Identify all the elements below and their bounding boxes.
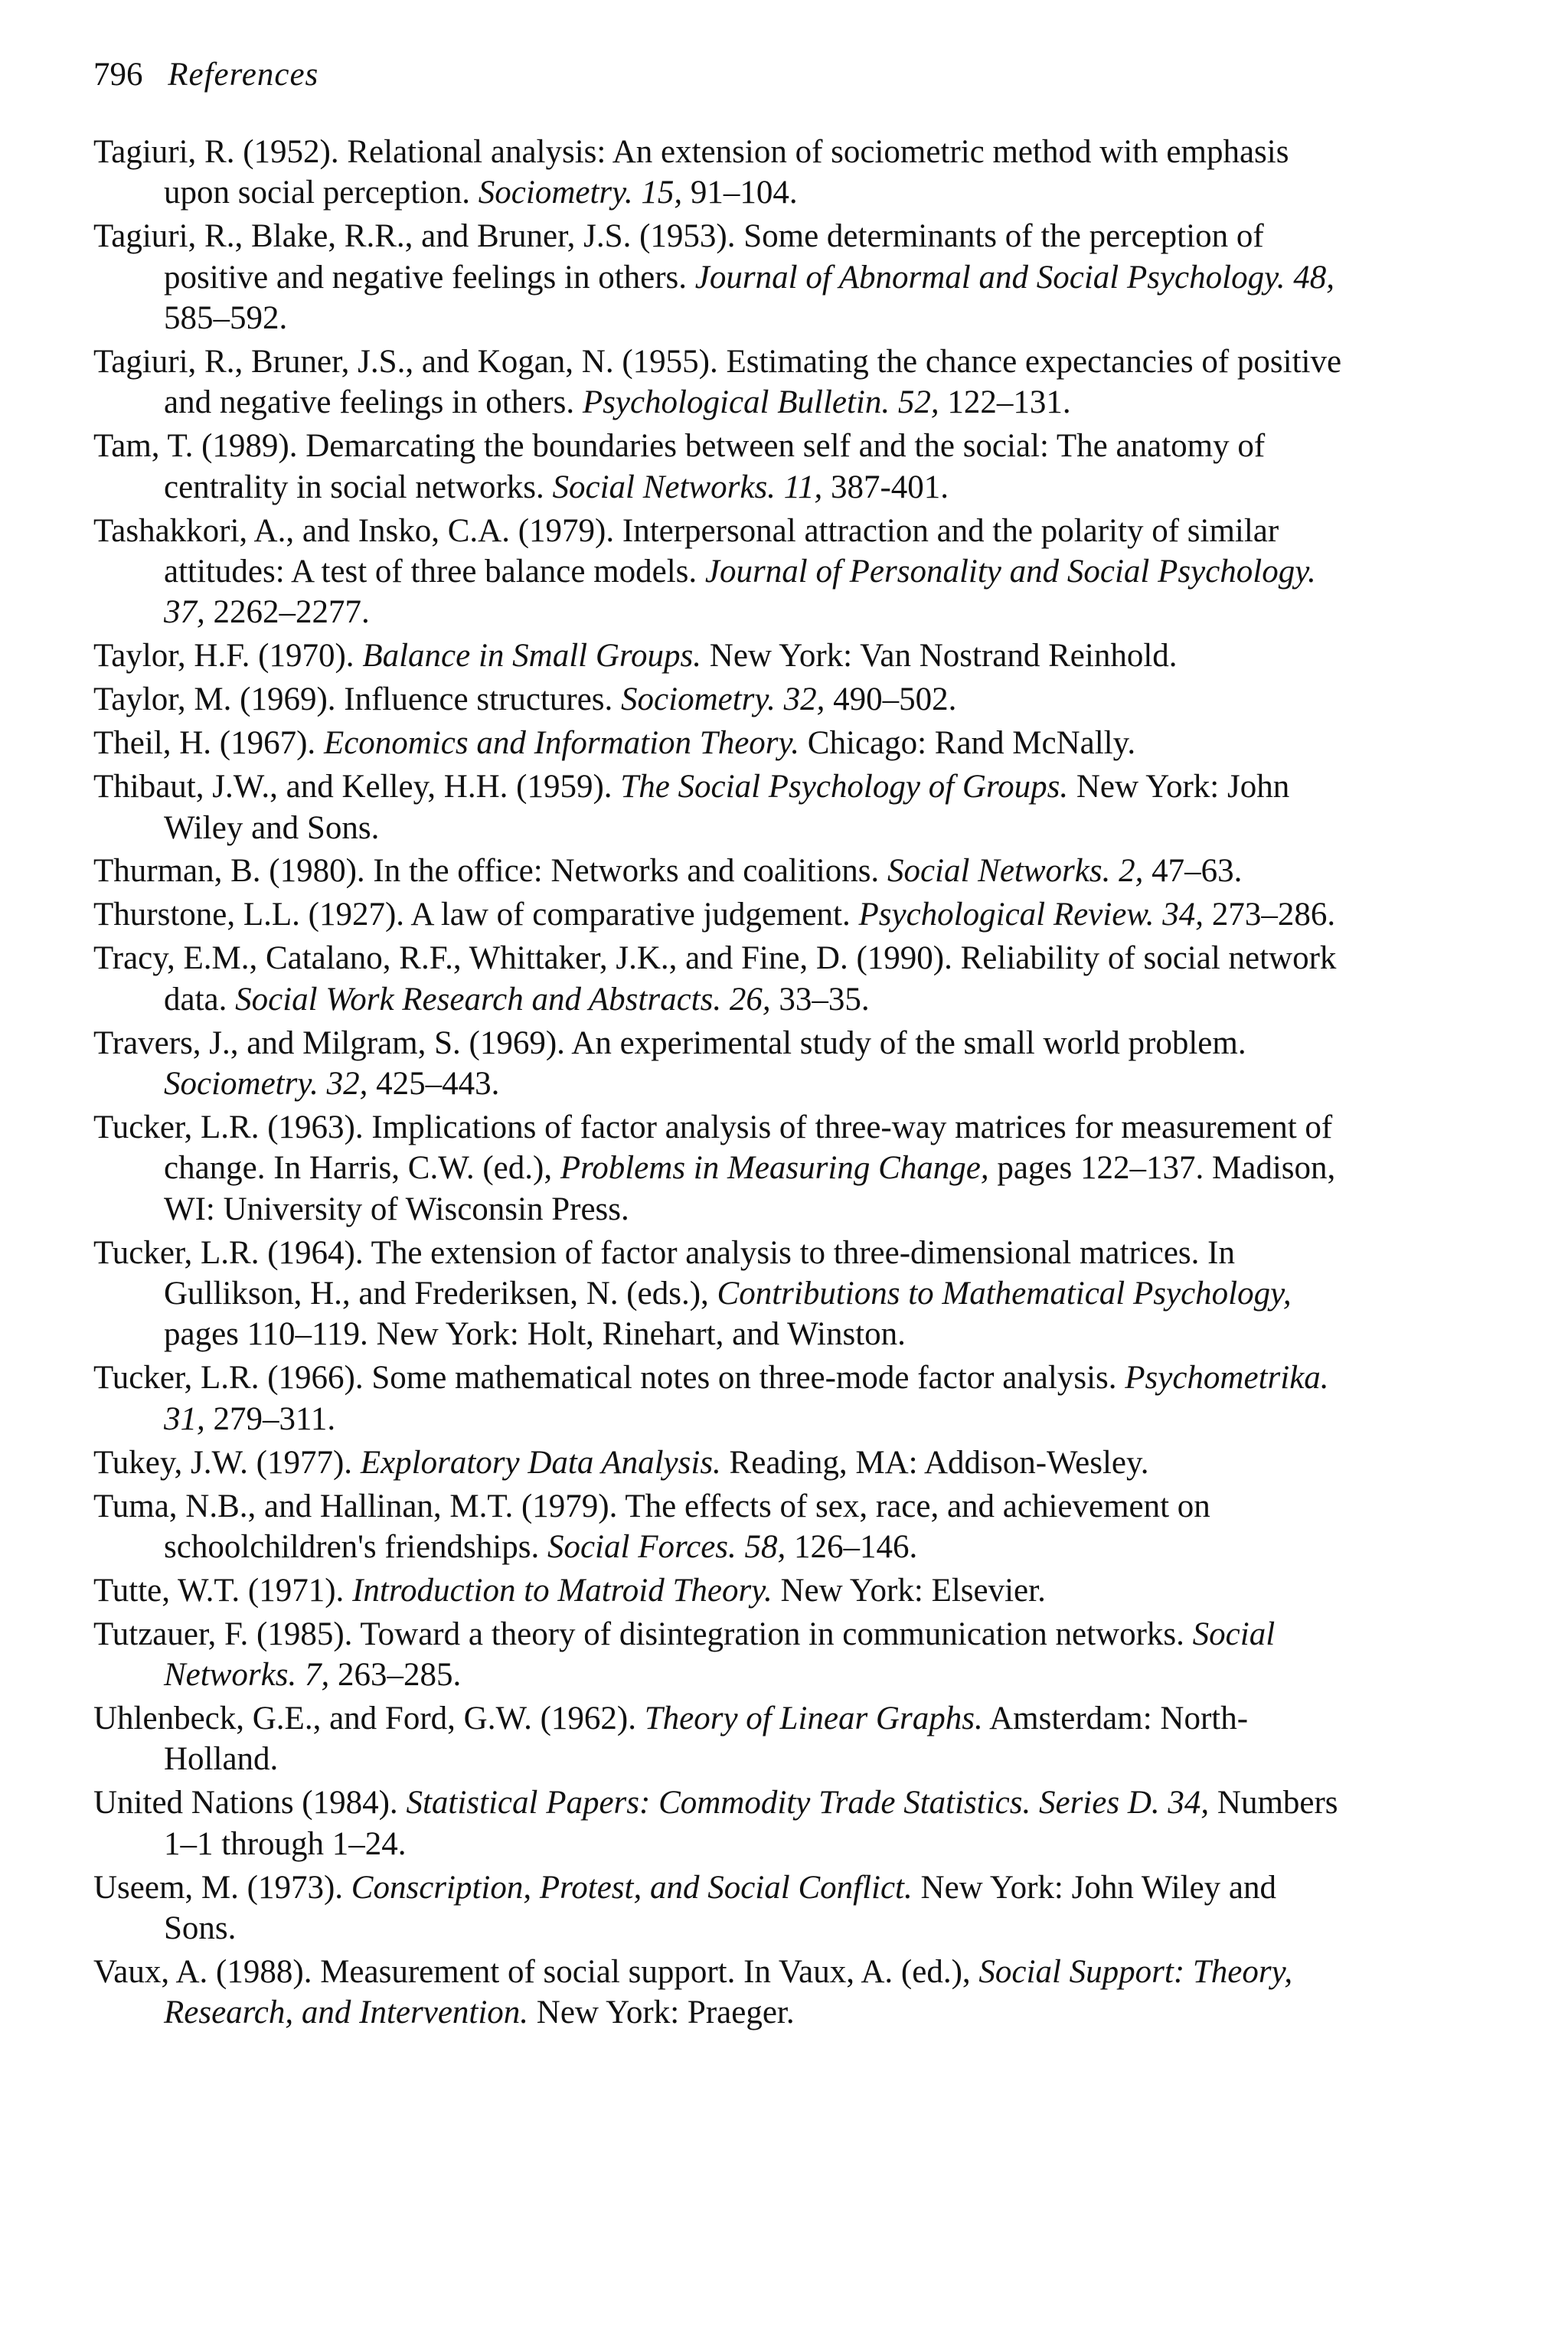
- reference-entry: Vaux, A. (1988). Measurement of social support. In Vaux, A. (ed.), Social Support: Theory, Research, and Intervention. New York: Praeger.: [93, 1953, 1293, 2031]
- reference-entry: Tagiuri, R. (1952). Relational analysis: An extension of sociometric method with emphasis upon social perception. Sociometry. 15, 91–104.: [93, 134, 1289, 211]
- reference-entry: Travers, J., and Milgram, S. (1969). An experimental study of the small world problem. Sociometry. 32, 425–443.: [93, 1024, 1246, 1102]
- reference-entry: Tucker, L.R. (1963). Implications of factor analysis of three-way matrices for measurement of change. In Harris, C.W. (ed.), Problems in Measuring Change, pages 122–137. Madison, WI: University of Wisconsin Press.: [93, 1109, 1336, 1227]
- running-title: References: [168, 57, 319, 93]
- reference-entry: Tukey, J.W. (1977). Exploratory Data Analysis. Reading, MA: Addison-Wesley.: [93, 1444, 1149, 1481]
- reference-entry: Taylor, M. (1969). Influence structures. Sociometry. 32, 490–502.: [93, 681, 957, 718]
- reference-entry: Thurstone, L.L. (1927). A law of comparative judgement. Psychological Review. 34, 273–286.: [93, 897, 1336, 933]
- page-header: [93, 54, 318, 96]
- reference-entry: Uhlenbeck, G.E., and Ford, G.W. (1962). Theory of Linear Graphs. Amsterdam: North-Holland.: [93, 1701, 1249, 1778]
- reference-entry: Tucker, L.R. (1964). The extension of factor analysis to three-dimensional matrices. In Gullikson, H., and Frederiksen, N. (eds.), Contributions to Mathematical Psychology, pages 110–119. New York: Holt, Rinehart, and Winston.: [93, 1234, 1292, 1353]
- reference-entry: Thurman, B. (1980). In the office: Networks and coalitions. Social Networks. 2, 47–63.: [93, 853, 1243, 890]
- reference-entry: United Nations (1984). Statistical Papers: Commodity Trade Statistics. Series D. 34, Numbers 1–1 through 1–24.: [93, 1785, 1338, 1862]
- reference-entry: Tagiuri, R., Bruner, J.S., and Kogan, N. (1955). Estimating the chance expectancies of positive and negative feelings in others. Psychological Bulletin. 52, 122–131.: [93, 344, 1342, 421]
- reference-entry: Thibaut, J.W., and Kelley, H.H. (1959). The Social Psychology of Groups. New York: John Wiley and Sons.: [93, 769, 1290, 846]
- reference-entry: Taylor, H.F. (1970). Balance in Small Groups. New York: Van Nostrand Reinhold.: [93, 638, 1178, 675]
- page-number: 796: [93, 57, 143, 93]
- reference-entry: Theil, H. (1967). Economics and Information Theory. Chicago: Rand McNally.: [93, 725, 1136, 762]
- reference-entry: Tucker, L.R. (1966). Some mathematical notes on three-mode factor analysis. Psychometrika. 31, 279–311.: [93, 1360, 1329, 1437]
- reference-entry: Tashakkori, A., and Insko, C.A. (1979). Interpersonal attraction and the polarity of similar attitudes: A test of three balance models. Journal of Personality and Social Psychology. 37, 2262–2277.: [93, 512, 1316, 631]
- reference-entry: Tam, T. (1989). Demarcating the boundaries between self and the social: The anatomy of centrality in social networks. Social Networks. 11, 387-401.: [93, 428, 1266, 505]
- reference-entry: Useem, M. (1973). Conscription, Protest, and Social Conflict. New York: John Wiley and Sons.: [93, 1869, 1277, 1947]
- reference-entry: Tuma, N.B., and Hallinan, M.T. (1979). The effects of sex, race, and achievement on schoolchildren's friendships. Social Forces. 58, 126–146.: [93, 1488, 1210, 1565]
- reference-entry: Tutte, W.T. (1971). Introduction to Matroid Theory. New York: Elsevier.: [93, 1572, 1046, 1609]
- reference-entry: Tracy, E.M., Catalano, R.F., Whittaker, J.K., and Fine, D. (1990). Reliability of social network data. Social Work Research and Abstracts. 26, 33–35.: [93, 940, 1337, 1018]
- reference-entry: Tagiuri, R., Blake, R.R., and Bruner, J.S. (1953). Some determinants of the perception of positive and negative feelings in others. Journal of Abnormal and Social Psychology. 48, 585–592.: [93, 218, 1335, 337]
- reference-entry: Tutzauer, F. (1985). Toward a theory of disintegration in communication networks. Social Networks. 7, 263–285.: [93, 1616, 1276, 1694]
- reference-list: [93, 132, 1357, 2036]
